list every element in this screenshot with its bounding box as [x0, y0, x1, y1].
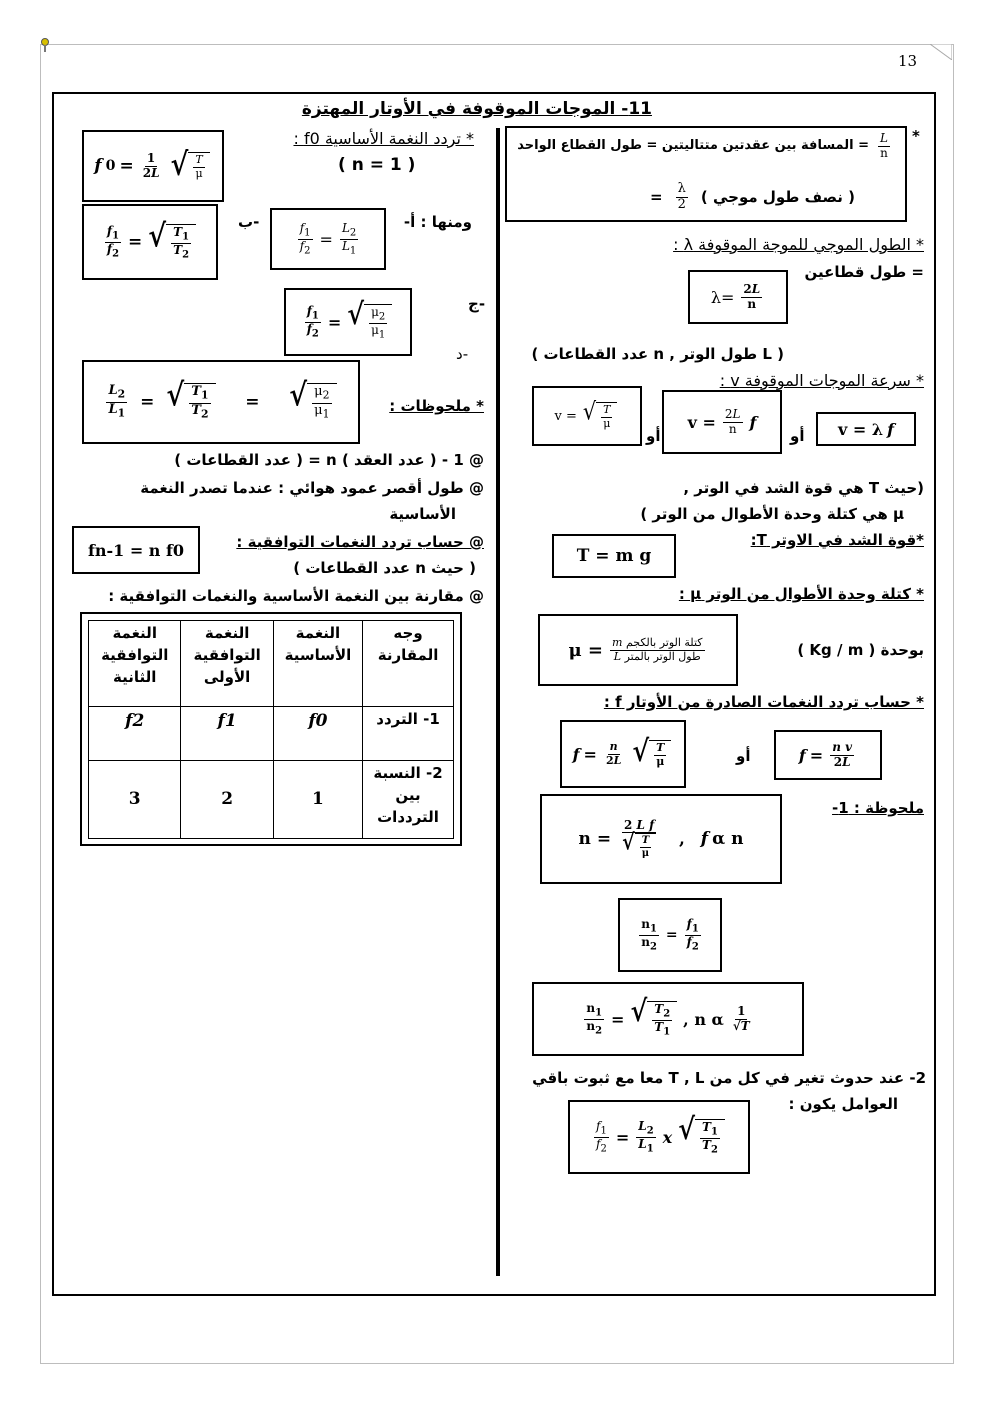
note2-line2: العوامل يكون : — [788, 1095, 898, 1113]
cell-f2: f2 — [89, 707, 181, 761]
ratio-f-length-box: $\frac{f_1}{f_2}$ = $\frac{L_2}{L_1}$ — [270, 208, 386, 270]
note-nodes-segments: @ 1 - ( عدد العقد ) n = ( عدد القطاعات ) — [174, 451, 484, 469]
speed-formula-2lf-box: v = $\frac{2L}{n}$ f — [662, 390, 782, 454]
where-tension-text: (حيث T هي قوة الشد في الوتر , — [683, 479, 924, 497]
mass-numerator: كتلة الوتر بالكجم — [625, 635, 703, 649]
comparison-table-frame — [80, 612, 462, 846]
cell-ratio-3: 3 — [89, 761, 181, 839]
fundamental-formula-box: f 0 = $\frac{1}{2L}$ √ $\frac{T}{\mu}$ — [82, 130, 224, 202]
note-fundamental-word: الأساسية — [389, 505, 456, 523]
label-c: ج- — [468, 295, 486, 313]
ratio-l-t-mu-box: $\frac{L_2}{L_1}$ = √ $\frac{T_1}{T_2}$ = √ $\frac{\mu_2}{\mu_1}$ — [82, 360, 360, 444]
table-header-row — [89, 621, 454, 707]
table-row-ratio — [89, 761, 454, 839]
note-shortest-air-column: @ طول أقصر عمود هوائي : عندما تصدر النغمة — [140, 479, 484, 497]
segment-definition-text: = المسافة بين عقدتين متتاليتين = طول القطاع الواحد — [517, 137, 870, 153]
page-fold-icon — [930, 44, 952, 60]
label-d: د- — [456, 345, 469, 363]
header-first-harmonic: النغمة التوافقية الأولى — [181, 621, 273, 707]
linear-density-heading: * كتلة وحدة الأطوال من الوتر μ : — [678, 585, 924, 603]
or-text-3: أو — [736, 747, 751, 765]
linear-density-formula-box: μ = $\frac{\text{m كتلة الوتر بالكجم}}{\text{L طول الوتر بالمتر}}$ — [538, 614, 738, 686]
equals-sign: = — [650, 187, 663, 206]
speed-formula-lambda-box: v = λ f — [816, 412, 916, 446]
page-title: 11- الموجات الموقوفة في الأوتار المهتزة — [301, 99, 652, 119]
frequency-formula-nv-box: f = $\frac{\text{n v}}{2L}$ — [774, 730, 882, 780]
ratio-f-l-t-box: $\frac{f_1}{f_2}$ = $\frac{L_2}{L_1}$ x √ $\frac{T_1}{T_2}$ — [568, 1100, 750, 1174]
n-formula-box: n = 2 L f √ $\frac{T}{\mu}$ , f α n — [540, 794, 782, 884]
ratio-n-f-box: $\frac{n_1}{n_2}$ = $\frac{f_1}{f_2}$ — [618, 898, 722, 972]
comparison-heading: @ مقارنة بين النغمة الأساسية والنغمات التوافقية : — [108, 587, 484, 605]
or-text-2: أو — [790, 427, 805, 445]
column-divider — [496, 128, 500, 1276]
note2-line1: 2- عند حدوث تغير في كل من T , L معا مع ثبوت باقي — [532, 1069, 926, 1087]
where-mu-text: μ هي كتلة وحدة الأطوال من الوتر ) — [640, 505, 904, 523]
note1-heading: ملحوظة : 1- — [832, 799, 924, 817]
from-it-label: ومنها : أ- — [403, 213, 472, 231]
ratio-f-tension-box: $\frac{f_1}{f_2}$ = √ $\frac{T_1}{T_2}$ — [82, 204, 218, 280]
bullet-star: * — [912, 127, 920, 145]
harmonics-heading: @ حساب تردد النغمات التوافقية : — [236, 533, 484, 551]
frequency-formula-sqrt-box: f = $\frac{n}{2L}$ √ $\frac{T}{\mu}$ — [560, 720, 686, 788]
where-l-n-text: ( L طول الوتر , n عدد القطاعات ) — [531, 345, 784, 363]
frequency-heading: * حساب تردد النغمات الصادرة من الأوتار f : — [603, 693, 924, 711]
tension-formula-box — [552, 534, 676, 578]
wavelength-formula-box: λ= $\frac{2L}{n}$ — [688, 270, 788, 324]
comparison-table — [88, 620, 454, 839]
fundamental-heading: * تردد النغمة الأساسية f0 : — [293, 129, 474, 148]
header-second-harmonic: النغمة التوافقية الثانية — [89, 621, 181, 707]
harmonics-formula: fn-1 = n f0 — [87, 540, 185, 560]
ratio-n-tension-box: $\frac{n_1}{n_2}$ = √ $\frac{T_2}{T_1}$ , n α $\frac{1}{√T}$ — [532, 982, 804, 1056]
page-number: 13 — [898, 52, 918, 70]
length-denominator: طول الوتر بالمتر — [624, 649, 701, 663]
segment-definition-box: $\frac{L}{n}$ = المسافة بين عقدتين متتاليتين = طول القطاع الواحد ( نصف طول موجي ) $\frac{\lambda}{2}$ = — [505, 126, 907, 222]
cell-ratio-1: 1 — [273, 761, 362, 839]
row-label-ratio: 2- النسبة بين الترددات — [363, 761, 454, 839]
linear-density-unit: بوحدة ( Kg / m ) — [797, 641, 924, 659]
notes-heading: * ملحوظات : — [389, 397, 484, 415]
label-b: ب- — [238, 213, 260, 231]
harmonics-formula-box — [72, 526, 200, 574]
half-wavelength-text: ( نصف طول موجي ) — [700, 187, 855, 206]
harmonics-where: ( حيث n عدد القطاعات ) — [293, 559, 476, 577]
wavelength-heading: * الطول الموجي للموجة الموقوفة λ : — [673, 235, 924, 254]
tension-heading: *قوة الشد في الاوتر T: — [750, 531, 924, 549]
pin-icon — [40, 38, 50, 52]
cell-f0: f0 — [273, 707, 362, 761]
row-label-frequency: 1- التردد — [363, 707, 454, 761]
header-fundamental: النغمة الأساسية — [273, 621, 362, 707]
table-row-frequency — [89, 707, 454, 761]
header-comparison-aspect: وجه المقارنة — [363, 621, 454, 707]
wavelength-equals-two-segments: = طول قطاعين — [804, 263, 924, 281]
speed-formula-sqrt-box: v = √ $\frac{T}{\mu}$ — [532, 386, 642, 446]
cell-ratio-2: 2 — [181, 761, 273, 839]
tension-formula: T = m g — [576, 546, 652, 566]
or-text-1: أو — [646, 427, 661, 445]
fundamental-n-equals-1: ( n = 1 ) — [338, 155, 416, 175]
wave-speed-heading: * سرعة الموجات الموقوفة v : — [719, 371, 924, 390]
ratio-f-mu-box: $\frac{f_1}{f_2}$ = √ $\frac{\mu_2}{\mu_1}$ — [284, 288, 412, 356]
cell-f1: f1 — [181, 707, 273, 761]
